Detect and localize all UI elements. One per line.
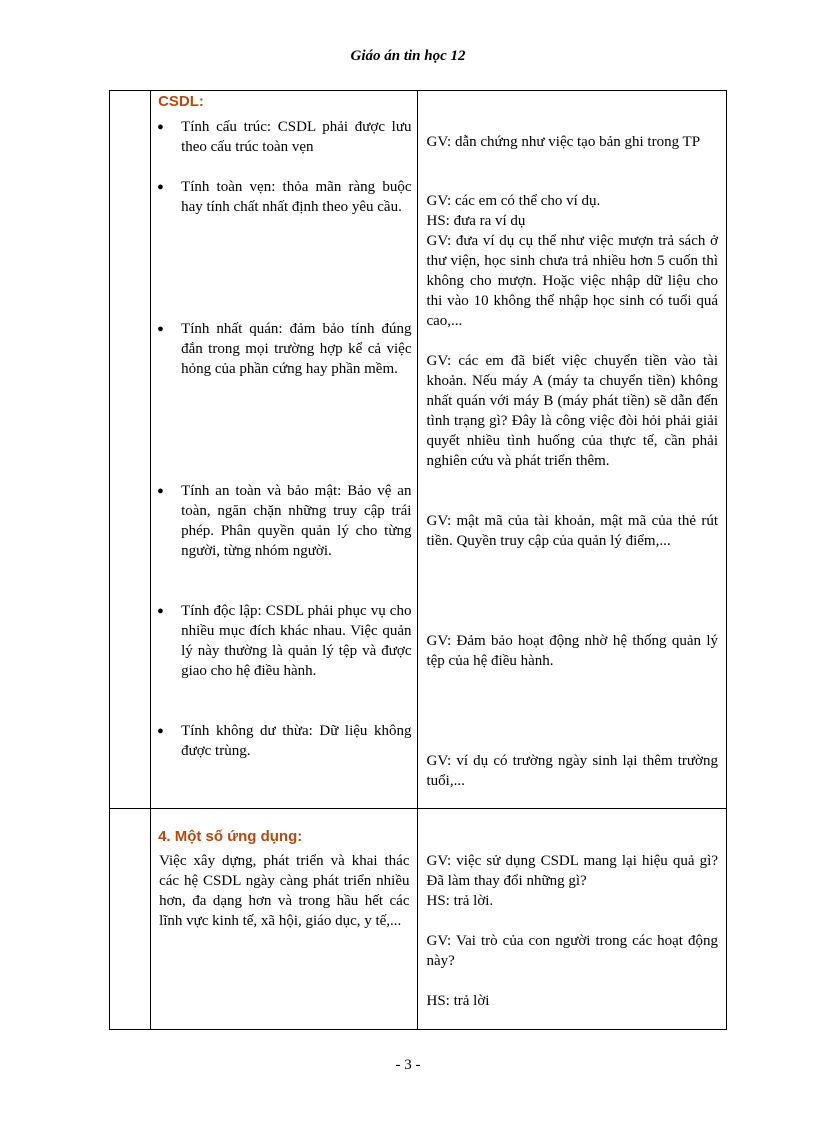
bullet-icon: ●: [157, 485, 164, 497]
index-cell: [110, 91, 151, 809]
bullet-icon: ●: [157, 181, 164, 193]
list-item-text: Tính an toàn và bảo mật: Bảo vệ an toàn, ngăn chặn những truy cập trái phép. Phân quyền quản lý cho từng người, từng nhóm người.: [181, 483, 412, 559]
section-paragraph: Việc xây dựng, phát triển và khai thác các hệ CSDL ngày càng phát triển nhiều hơn, đa dạng hơn và trong hầu hết các lĩnh vực kinh tế, xã hội, giáo dục, y tế,...: [159, 852, 410, 929]
bullet-icon: ●: [157, 121, 164, 133]
student-note: HS: đưa ra ví dụ: [426, 213, 526, 229]
list-item-text: Tính cấu trúc: CSDL phải được lưu theo cấu trúc toàn vẹn: [181, 119, 412, 155]
index-cell: [110, 808, 151, 1029]
page-header-title: Giáo án tin học 12: [350, 48, 466, 64]
teacher-note: GV: đưa ví dụ cụ thể như việc mượn trả sách ở thư viện, học sinh chưa trả nhiều hơn 5 cuốn thì không cho mượn. Hoặc việc nhập dữ liệu cho thi vào 10 không thể nhập học sinh có tuổi quá cao,...: [426, 233, 718, 329]
teacher-note: GV: mật mã của tài khoản, mật mã của thẻ rút tiền. Quyền truy cập của quản lý điểm,...: [426, 513, 718, 549]
teacher-note: GV: dẫn chứng như việc tạo bản ghi trong TP: [426, 134, 701, 150]
student-note: HS: trả lời.: [426, 892, 494, 909]
student-note: HS: trả lời: [426, 992, 490, 1009]
list-item: [157, 721, 412, 761]
list-item-text: Tính độc lập: CSDL phải phục vụ cho nhiều mục đích khác nhau. Việc quản lý này thường là quản lý tệp và được giao cho hệ điều hành.: [181, 603, 412, 679]
notes-cell: [418, 808, 727, 1029]
bullet-icon: ●: [157, 725, 164, 737]
lesson-table: [109, 90, 727, 1030]
teacher-note: GV: Vai trò của con người trong các hoạt động này?: [426, 932, 718, 969]
teacher-note: GV: Đảm bảo hoạt động nhờ hệ thống quản lý tệp của hệ điều hành.: [426, 633, 718, 669]
teacher-note: GV: ví dụ có trường ngày sinh lại thêm trường tuổi,...: [426, 753, 718, 789]
list-item: [157, 117, 412, 157]
page-number: - 3 -: [395, 1057, 421, 1073]
list-item: [157, 177, 412, 217]
table-row: [110, 808, 727, 1029]
notes-cell: [418, 91, 727, 809]
bullet-icon: ●: [157, 323, 164, 335]
content-cell: [151, 91, 418, 809]
section-heading: CSDL:: [158, 93, 204, 110]
table-row: [110, 91, 727, 809]
list-item-text: Tính nhất quán: đảm bảo tính đúng đắn trong mọi trường hợp kể cả việc hỏng của phần cứng hay phần mềm.: [181, 321, 412, 377]
teacher-note: GV: các em đã biết việc chuyển tiền vào tài khoản. Nếu máy A (máy ta chuyển tiền) không nhất quán với máy B (máy phát tiền) sẽ dẫn đến tình trạng gì? Đây là công việc đòi hỏi phải giải quyết nhiều tình huống của thực tế, cần phải nghiên cứu và phát triển thêm.: [426, 353, 718, 469]
list-item: [157, 601, 412, 681]
teacher-note: GV: các em có thể cho ví dụ.: [426, 193, 601, 209]
list-item: [157, 481, 412, 561]
content-cell: [151, 808, 418, 1029]
list-item-text: Tính không dư thừa: Dữ liệu không được trùng.: [181, 723, 412, 759]
list-item: [157, 319, 412, 379]
bullet-icon: ●: [157, 605, 164, 617]
teacher-note: GV: việc sử dụng CSDL mang lại hiệu quả gì? Đã làm thay đổi những gì?: [426, 852, 718, 889]
list-item-text: Tính toàn vẹn: thỏa mãn ràng buộc hay tính chất nhất định theo yêu cầu.: [181, 179, 412, 215]
section-heading: 4. Một số ứng dụng:: [158, 827, 303, 845]
